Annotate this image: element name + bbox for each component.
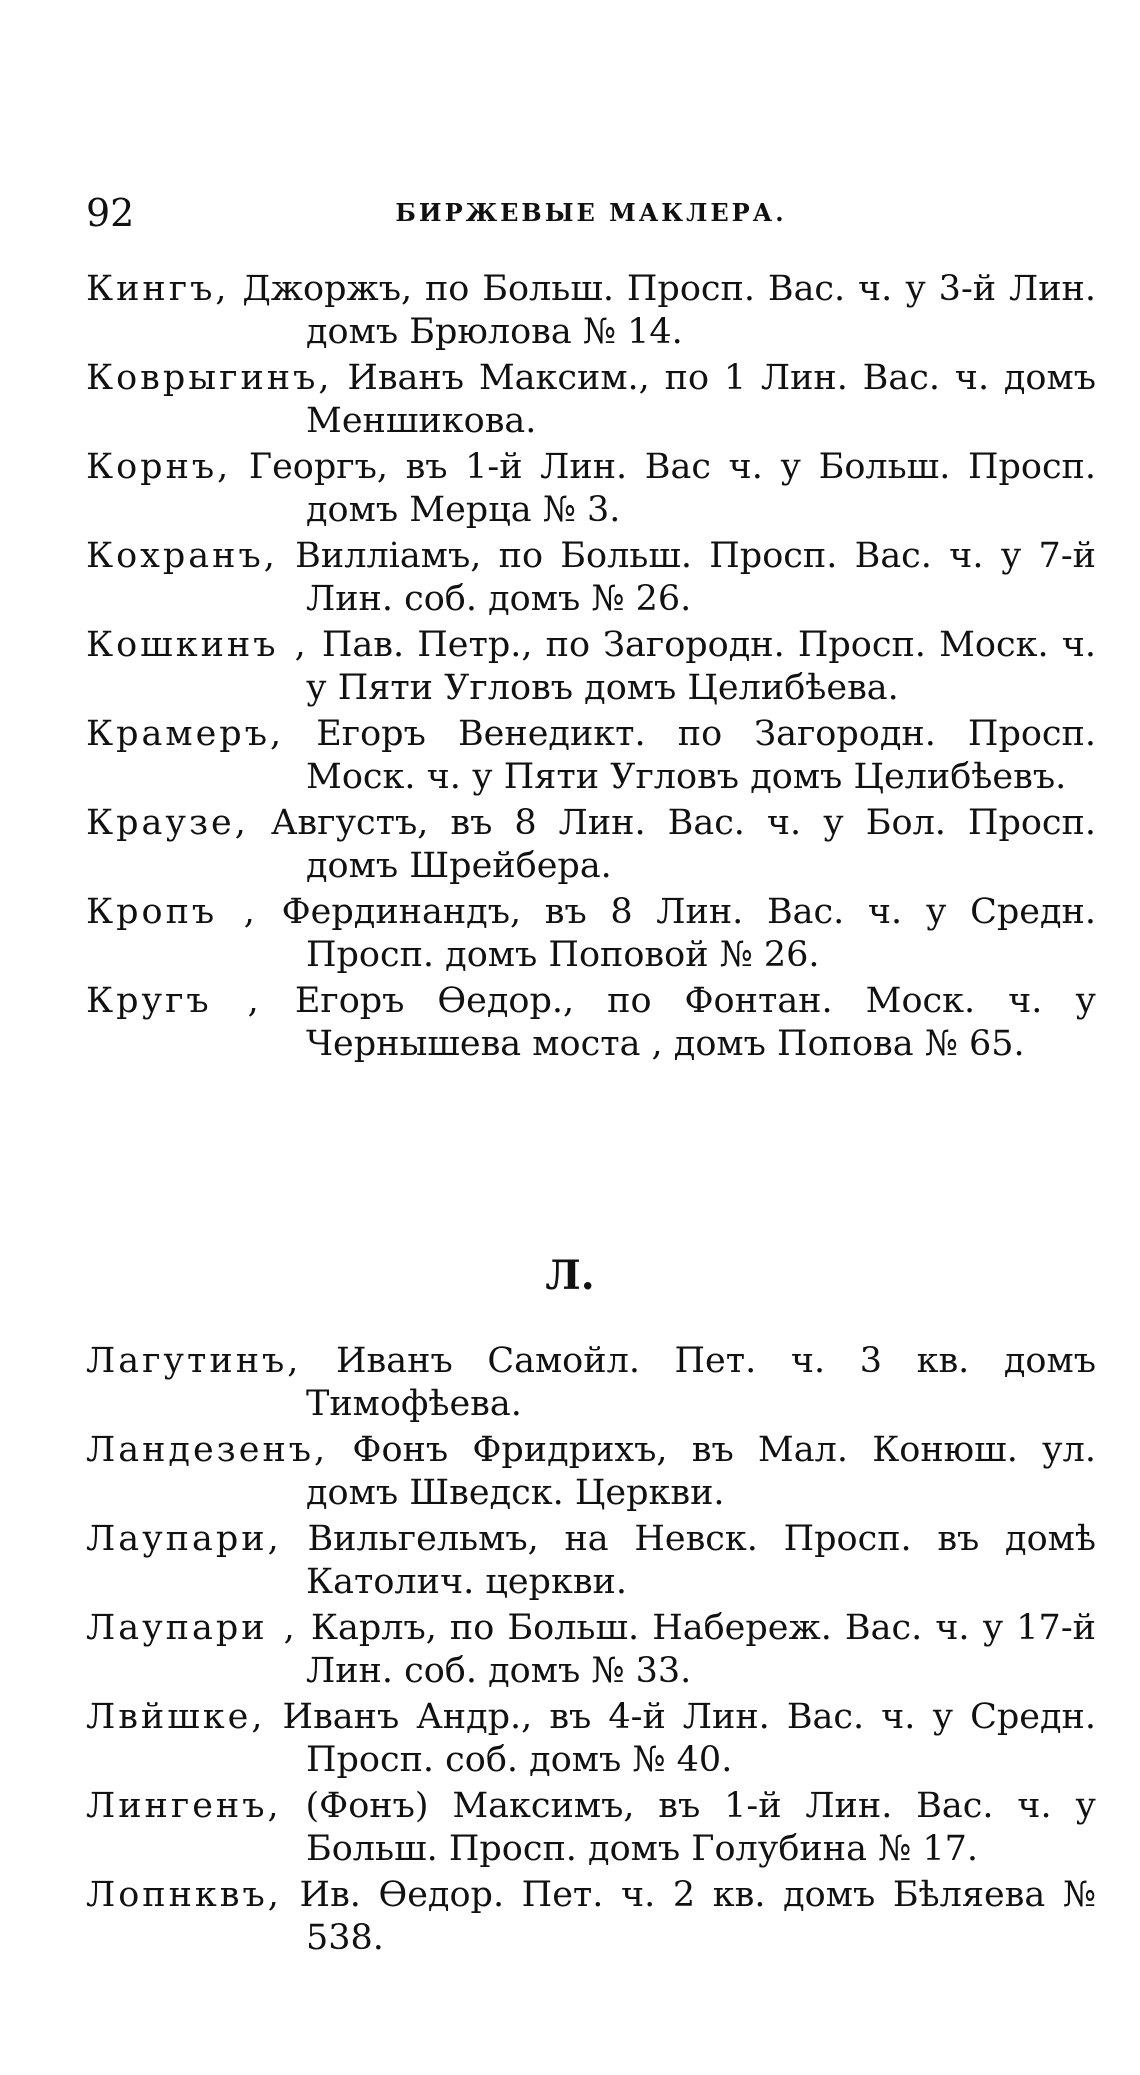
directory-entry (86, 1340, 1096, 1426)
entry-text: Августъ, въ 8 Лин. Вас. ч. у Бол. Просп. домъ Шрейбера. (270, 803, 1096, 886)
entry-surname: Кругъ , (86, 981, 262, 1021)
entry-text: Вилліамъ, по Больш. Просп. Вас. ч. у 7-й Лин. соб. домъ № 26. (295, 536, 1096, 619)
entry-text: Вильгельмъ, на Невск. Просп. въ домѣ Католич. церкви. (306, 1519, 1096, 1602)
directory-entry (86, 1518, 1096, 1604)
entry-text: Ив. Өедор. Пет. ч. 2 кв. домъ Бѣляева № 538. (299, 1875, 1096, 1958)
page-header (86, 188, 1096, 238)
entry-surname: Корнъ, (86, 447, 232, 487)
directory-entry (86, 446, 1096, 532)
directory-entry (86, 1785, 1096, 1871)
entry-text: Карлъ, по Больш. Набереж. Вас. ч. у 17-й Лин. соб. домъ № 33. (306, 1608, 1096, 1691)
entry-text: Иванъ Самойл. Пет. ч. 3 кв. домъ Тимофѣева. (306, 1341, 1096, 1424)
entry-text: Георгъ, въ 1-й Лин. Вас ч. у Больш. Просп. домъ Мерца № 3. (248, 447, 1096, 530)
entry-surname: Кингъ, (86, 269, 230, 309)
entry-surname: Ландезенъ, (86, 1430, 329, 1470)
entry-surname: Лвйшке, (86, 1697, 266, 1737)
entry-text: Иванъ Максим., по 1 Лин. Вас. ч. домъ Меншикова. (306, 358, 1096, 441)
directory-entry (86, 1429, 1096, 1515)
directory-entry (86, 1696, 1096, 1782)
entry-surname: Лагутинъ, (86, 1341, 302, 1381)
entry-text: Фердинандъ, въ 8 Лин. Вас. ч. у Средн. Просп. домъ Поповой № 26. (281, 892, 1096, 975)
entry-text: (Фонъ) Максимъ, въ 1-й Лин. Вас. ч. у Больш. Просп. домъ Голубина № 17. (305, 1786, 1096, 1869)
section-k (86, 268, 1096, 1069)
directory-entry (86, 891, 1096, 977)
entry-text: Егоръ Өедор., по Фонтан. Моск. ч. у Чернышева моста , домъ Попова № 65. (294, 981, 1096, 1064)
entry-surname: Кохранъ, (86, 536, 278, 576)
entry-surname: Лаупари , (86, 1608, 298, 1648)
entry-surname: Коврыгинъ, (86, 358, 333, 398)
entry-text: Джоржъ, по Больш. Просп. Вас. ч. у 3-й Лин. домъ Брюлова № 14. (242, 269, 1096, 352)
entry-surname: Лингенъ, (86, 1786, 282, 1826)
entry-text: Иванъ Андр., въ 4-й Лин. Вас. ч. у Средн. Просп. соб. домъ № 40. (282, 1697, 1096, 1780)
section-l (86, 1340, 1096, 1963)
entry-surname: Краузе, (86, 803, 249, 843)
running-title: БИРЖЕВЫЕ МАКЛЕРА. (395, 198, 787, 227)
page-number: 92 (86, 191, 135, 235)
directory-entry (86, 980, 1096, 1066)
directory-entry (86, 268, 1096, 354)
entry-surname: Крамеръ, (86, 714, 285, 754)
entry-surname: Кошкинъ , (86, 625, 309, 665)
directory-entry (86, 802, 1096, 888)
entry-surname: Лаупари, (86, 1519, 282, 1559)
directory-entry (86, 535, 1096, 621)
entry-text: Фонъ Фридрихъ, въ Мал. Конюш. ул. домъ Шведск. Церкви. (306, 1430, 1096, 1513)
directory-entry (86, 1607, 1096, 1693)
section-letter-heading: Л. (545, 1252, 595, 1299)
directory-entry (86, 624, 1096, 710)
entry-text: Пав. Петр., по Загородн. Просп. Моск. ч. у Пяти Угловъ домъ Целибѣева. (306, 625, 1096, 708)
directory-entry (86, 713, 1096, 799)
entry-text: Егоръ Венедикт. по Загородн. Просп. Моск. ч. у Пяти Угловъ домъ Целибѣевъ. (306, 714, 1096, 797)
directory-entry (86, 357, 1096, 443)
entry-surname: Лопнквъ, (86, 1875, 282, 1915)
directory-entry (86, 1874, 1096, 1960)
entry-surname: Кропъ , (86, 892, 258, 932)
